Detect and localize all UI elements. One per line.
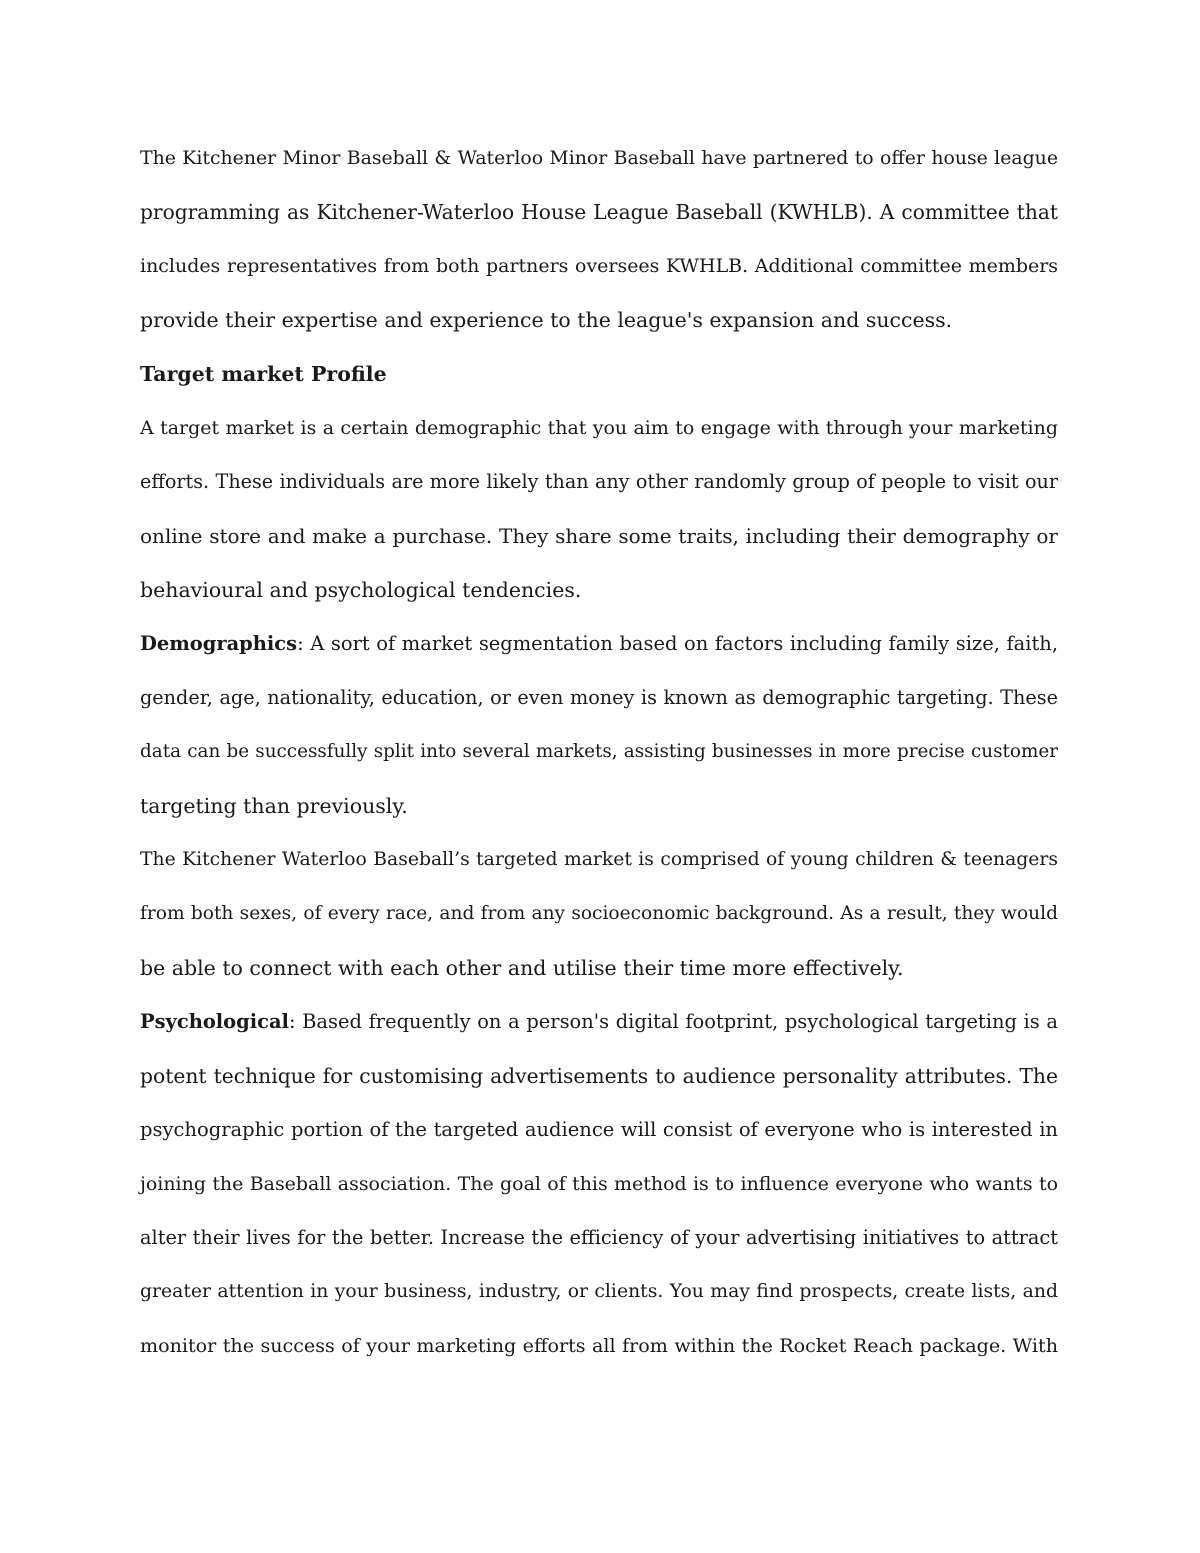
line-text: from both sexes, of every race, and from any socioeconomic background. As a result, they would: [140, 903, 1058, 924]
document-page: [140, 131, 1058, 1373]
line-text: gender, age, nationality, education, or even money is known as demographic targeting. These: [140, 686, 1058, 709]
text-line: [140, 131, 1058, 185]
line-text: monitor the success of your marketing efforts all from within the Rocket Reach package. With: [140, 1334, 1058, 1357]
line-text: programming as Kitchener-Waterloo House League Baseball (KWHLB). A committee that: [140, 200, 1058, 224]
line-text: joining the Baseball association. The goal of this method is to influence everyone who wants to: [140, 1173, 1058, 1195]
line-text: potent technique for customising advertisements to audience personality attributes. The: [140, 1064, 1058, 1088]
line-text: be able to connect with each other and utilise their time more effectively.: [140, 956, 904, 980]
text-line: [140, 617, 1058, 671]
line-text: includes representatives from both partners oversees KWHLB. Additional committee members: [140, 255, 1058, 277]
text-line: [140, 1211, 1058, 1265]
text-line: [140, 509, 1058, 563]
line-text: : A sort of market segmentation based on factors including family size, faith,: [297, 632, 1058, 655]
line-text: targeting than previously.: [140, 794, 408, 818]
line-text: behavioural and psychological tendencies.: [140, 578, 582, 602]
section-heading-text: Target market Profile: [140, 362, 387, 386]
line-text: : Based frequently on a person's digital footprint, psychological targeting is a: [288, 1010, 1058, 1033]
text-line: [140, 401, 1058, 455]
text-line: [140, 941, 1058, 995]
line-text: online store and make a purchase. They share some traits, including their demography or: [140, 524, 1058, 548]
text-line: [140, 563, 1058, 617]
line-text: efforts. These individuals are more likely than any other randomly group of people to visit our: [140, 470, 1058, 493]
inline-heading: Demographics: [140, 632, 298, 655]
text-line: [140, 779, 1058, 833]
text-line: [140, 887, 1058, 941]
line-text: psychographic portion of the targeted audience will consist of everyone who is interested in: [140, 1118, 1058, 1141]
text-line: [140, 1265, 1058, 1319]
line-text: greater attention in your business, industry, or clients. You may find prospects, create lists, and: [140, 1281, 1058, 1302]
section-heading: [140, 347, 1058, 401]
text-line: [140, 671, 1058, 725]
line-text: alter their lives for the better. Increase the efficiency of your advertising initiatives to attract: [140, 1226, 1058, 1249]
text-line: [140, 455, 1058, 509]
text-line: [140, 1049, 1058, 1103]
text-line: [140, 1319, 1058, 1373]
line-text: data can be successfully split into several markets, assisting businesses in more precise customer: [140, 741, 1058, 762]
text-line: [140, 293, 1058, 347]
text-line: [140, 185, 1058, 239]
line-text: provide their expertise and experience to the league's expansion and success.: [140, 308, 953, 332]
text-line: [140, 995, 1058, 1049]
text-line: [140, 833, 1058, 887]
text-line: [140, 1157, 1058, 1211]
text-line: [140, 1103, 1058, 1157]
text-line: [140, 725, 1058, 779]
line-text: A target market is a certain demographic that you aim to engage with through your marketing: [140, 417, 1058, 439]
line-text: The Kitchener Waterloo Baseball’s targeted market is comprised of young children & teenagers: [140, 849, 1058, 870]
inline-heading: Psychological: [140, 1010, 289, 1033]
text-line: [140, 239, 1058, 293]
line-text: The Kitchener Minor Baseball & Waterloo Minor Baseball have partnered to offer house league: [140, 147, 1058, 169]
